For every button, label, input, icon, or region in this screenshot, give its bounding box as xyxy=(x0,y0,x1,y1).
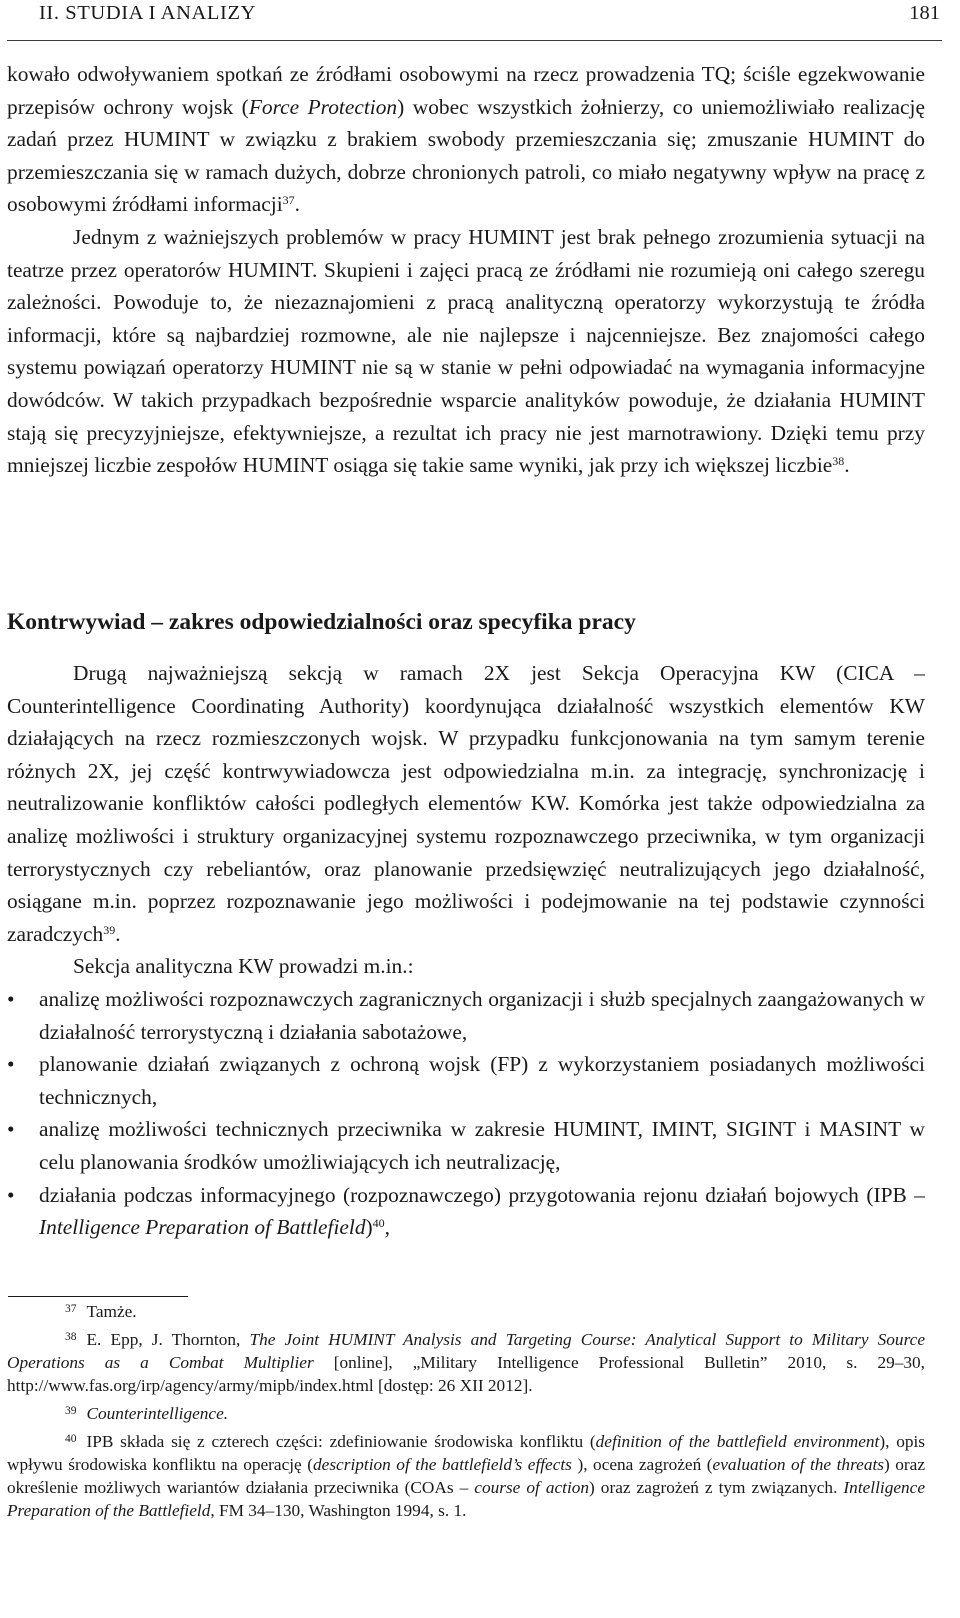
paragraph-continued: kowało odwoływaniem spotkań ze źródłami osobowymi na rzecz prowadzenia TQ; ściśle egzekwowanie przepisów ochrony wojsk (Force Protection) wobec wszystkich żołnierzy, co uniemożliwiało realizację zadań przez HUMINT w związku z brakiem swobody przemieszczania się; zmuszanie HUMINT do przemieszczania się w ramach dużych, dobrze chronionych patroli, co miało negatywny wpływ na pracę z osobowymi źródłami informacji$^{37}$. xyxy=(7,62,925,217)
footnotes xyxy=(7,1300,925,1527)
list-intro: Sekcja analityczna KW prowadzi m.in.: xyxy=(73,954,414,979)
page-number: 181 xyxy=(909,2,940,24)
body-lower xyxy=(7,657,925,1244)
footnote-ref-39: 39 xyxy=(103,922,116,937)
bullet-list xyxy=(7,983,925,1244)
list-item: • analizę możliwości technicznych przeciwnika w zakresie HUMINT, IMINT, SIGINT i MASINT w celu planowania środków umożliwiających ich neutralizację, xyxy=(7,1113,925,1178)
bullet-icon: • xyxy=(7,1182,15,1207)
section-title: II. STUDIA I ANALIZY xyxy=(39,2,256,24)
bullet-icon: • xyxy=(7,1117,15,1142)
list-item: • analizę możliwości rozpoznawczych zagranicznych organizacji i służb specjalnych zaangażowanych w działalność terrorystyczną i działania sabotażowe, xyxy=(7,983,925,1048)
section-heading: Kontrwywiad – zakres odpowiedzialności oraz specyfika pracy xyxy=(7,609,636,635)
footnote-ref-38: 38 xyxy=(832,454,845,469)
body-upper xyxy=(7,58,925,482)
running-header xyxy=(7,0,942,41)
bullet-icon: • xyxy=(7,986,15,1011)
footnote-separator xyxy=(8,1296,188,1297)
footnote-ref-40: 40 xyxy=(372,1216,385,1231)
footnote-ref-37: 37 xyxy=(282,193,295,208)
footnote-40: $^{40}$ IPB składa się z czterech części: zdefiniowanie środowiska konfliktu (definition of the battlefield environment), opis wpływu środowiska konfliktu na operację (description of the battlefield’s effects ), ocena zagrożeń (evaluation of the threats) oraz określenie możliwych wariantów działania przeciwnika (COAs – course of action) oraz zagrożeń z tym związanych. Intelligence Preparation of the Battlefield, FM 34–130, Washington 1994, s. 1. xyxy=(7,1432,926,1520)
footnote-39: $^{39}$ Counterintelligence. xyxy=(65,1404,229,1423)
footnote-37: $^{37}$ Tamże. xyxy=(65,1302,137,1321)
footnote-38: $^{38}$ E. Epp, J. Thornton, The Joint HUMINT Analysis and Targeting Course: Analytical Support to Military Source Operations as a Combat Multiplier [online], „Military Intelligence Professional Bulletin” 2010, s. 29–30, http://www.fas.org/irp/agency/army/mipb/index.html [dostęp: 26 XII 2012]. xyxy=(7,1330,925,1395)
list-item: • działania podczas informacyjnego (rozpoznawczego) przygotowania rejonu działań bojowych (IPB – Intelligence Preparation of Battlefield)$^{40}$, xyxy=(7,1179,925,1244)
paragraph-cica: Drugą najważniejszą sekcją w ramach 2X jest Sekcja Operacyjna KW (CICA – Counterintelligence Coordinating Authority) koordynująca działalność wszystkich elementów KW działających na rzecz rozmieszczonych wojsk. W przypadku funkcjonowania na tym samym terenie różnych 2X, jej część kontrwywiadowcza jest odpowiedzialna m.in. za integrację, synchronizację i neutralizowanie konfliktów całości podległych elementów KW. Komórka jest także odpowiedzialna za analizę możliwości i struktury organizacyjnej systemu rozpoznawczego przeciwnika, w tym organizacji terrorystycznych czy rebeliantów, oraz planowanie przedsięwzięć neutralizujących jego działalność, osiągane m.in. poprzez rozpoznawanie jego możliwości i podejmowanie na tej podstawie czynności zaradczych$^{39}$. xyxy=(7,661,925,946)
list-item: • planowanie działań związanych z ochroną wojsk (FP) z wykorzystaniem posiadanych możliwości technicznych, xyxy=(7,1048,925,1113)
paragraph-humint-problems: Jednym z ważniejszych problemów w pracy HUMINT jest brak pełnego zrozumienia sytuacji na teatrze przez operatorów HUMINT. Skupieni i zajęci pracą ze źródłami nie rozumieją oni całego szeregu zależności. Powoduje to, że niezaznajomieni z pracą analityczną operatorzy wykorzystują te źródła informacji, które są najbardziej rozmowne, ale nie najlepsze i najcenniejsze. Bez znajomości całego systemu powiązań operatorzy HUMINT nie są w stanie w pełni odpowiadać na wymagania informacyjne dowódców. W takich przypadkach bezpośrednie wsparcie analityków powoduje, że działania HUMINT stają się precyzyjniejsze, efektywniejsze, a rezultat ich pracy nie jest marnotrawiony. Dzięki temu przy mniejszej liczbie zespołów HUMINT osiąga się takie same wyniki, jak przy ich większej liczbie$^{38}$. xyxy=(7,224,925,478)
bullet-icon: • xyxy=(7,1052,15,1077)
